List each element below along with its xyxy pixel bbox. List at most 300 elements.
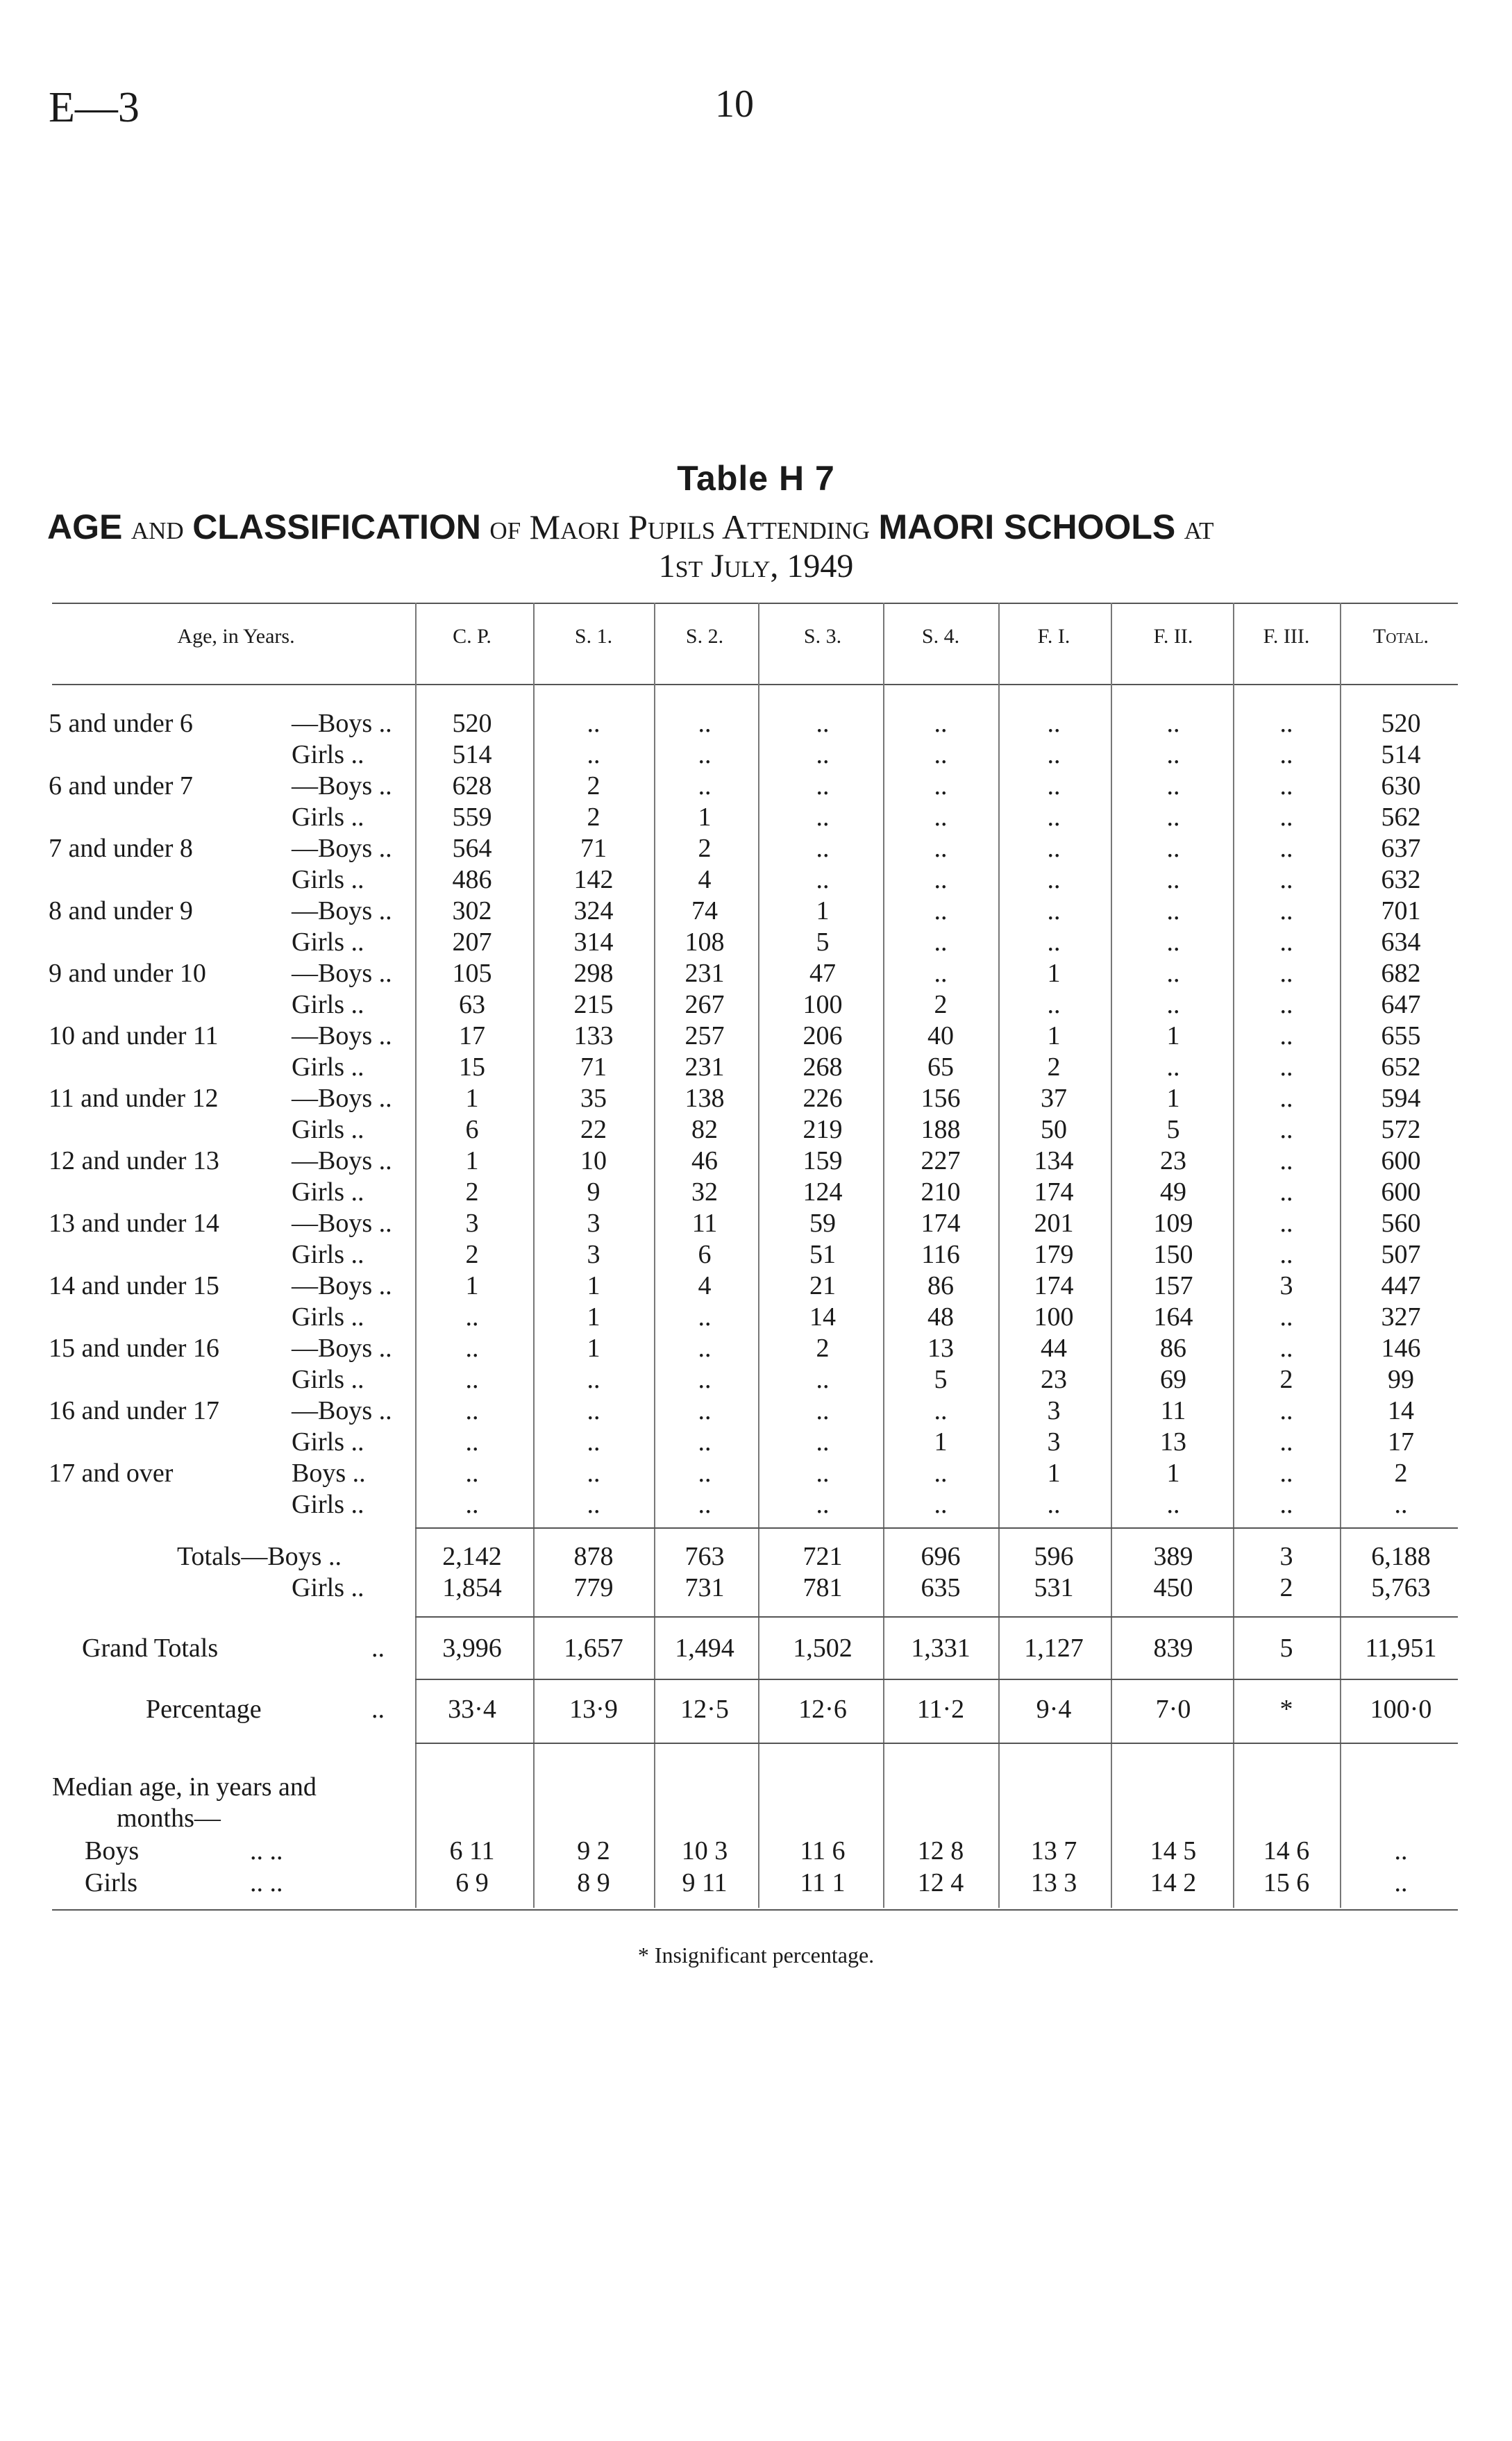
- table-cell: ..: [587, 709, 600, 738]
- totals-boys-cell: 763: [684, 1542, 725, 1571]
- sex-label: —Boys ..: [292, 959, 392, 988]
- table-cell: 109: [1153, 1209, 1193, 1238]
- median-boys-cell: 12 8: [917, 1836, 964, 1865]
- table-cell: 1: [587, 1334, 600, 1363]
- table-cell: 564: [452, 834, 492, 863]
- table-cell: 600: [1381, 1177, 1421, 1207]
- median-girls-cell: 11 1: [800, 1868, 846, 1897]
- grand-totals-cell: 11,951: [1365, 1634, 1437, 1663]
- table-cell: ..: [1166, 959, 1180, 988]
- totals-girls-label: Girls ..: [292, 1573, 364, 1602]
- table-cell: ..: [1279, 1115, 1293, 1144]
- table-cell: 231: [684, 1052, 725, 1082]
- header-bottom-rule: [52, 684, 1458, 685]
- table-cell: ..: [934, 803, 948, 832]
- totals-top-rule: [415, 1527, 1458, 1529]
- table-cell: 514: [452, 740, 492, 769]
- table-cell: 63: [459, 990, 485, 1019]
- table-cell: 1: [698, 803, 712, 832]
- table-cell: ..: [934, 1490, 948, 1519]
- table-cell: 150: [1153, 1240, 1193, 1269]
- table-cell: ..: [934, 928, 948, 957]
- median-boys-cell: 14 6: [1263, 1836, 1310, 1865]
- table-cell: 164: [1153, 1302, 1193, 1332]
- table-cell: ..: [816, 709, 830, 738]
- table-cell: 2: [465, 1177, 479, 1207]
- header-code: E—3: [49, 84, 140, 131]
- table-cell: 2: [1279, 1365, 1293, 1394]
- sex-label: Girls ..: [292, 1490, 364, 1519]
- totals-boys-cell: 878: [573, 1542, 614, 1571]
- table-cell: ..: [1279, 834, 1293, 863]
- table-cell: 1: [816, 896, 830, 925]
- table-cell: ..: [1166, 896, 1180, 925]
- median-label-line1: Median age, in years and: [52, 1772, 317, 1802]
- table-cell: ..: [1279, 1334, 1293, 1363]
- table-cell: 298: [573, 959, 614, 988]
- table-cell: 6: [465, 1115, 479, 1144]
- age-label: 13 and under 14: [49, 1209, 219, 1238]
- sex-label: Girls ..: [292, 1052, 364, 1082]
- median-girls-cell: 15 6: [1263, 1868, 1310, 1897]
- table-cell: ..: [1279, 1209, 1293, 1238]
- table-cell: 1: [1166, 1084, 1180, 1113]
- table-cell: 174: [921, 1209, 961, 1238]
- table-cell: ..: [698, 1365, 712, 1394]
- median-boys-cell: 9 2: [577, 1836, 610, 1865]
- table-cell: ..: [934, 1459, 948, 1488]
- table-cell: ..: [1166, 1052, 1180, 1082]
- table-cell: ..: [587, 1459, 600, 1488]
- table-cell: ..: [698, 1396, 712, 1425]
- percentage-cell: 13·9: [569, 1695, 618, 1724]
- table-cell: ..: [1279, 1052, 1293, 1082]
- table-cell: ..: [465, 1459, 479, 1488]
- median-girls-cell: 6 9: [455, 1868, 489, 1897]
- table-cell: 37: [1041, 1084, 1067, 1113]
- table-cell: 50: [1041, 1115, 1067, 1144]
- subtitle-maori-schools: MAORI SCHOOLS: [878, 508, 1176, 546]
- table-cell: 267: [684, 990, 725, 1019]
- grand-totals-top-rule: [415, 1616, 1458, 1618]
- table-cell: 51: [809, 1240, 836, 1269]
- table-bottom-rule: [52, 1909, 1458, 1911]
- subtitle-at: at: [1184, 508, 1214, 546]
- table-cell: 69: [1160, 1365, 1186, 1394]
- table-cell: 302: [452, 896, 492, 925]
- sex-label: Girls ..: [292, 803, 364, 832]
- table-cell: 46: [691, 1146, 718, 1175]
- sex-label: —Boys ..: [292, 771, 392, 800]
- sex-label: Girls ..: [292, 1115, 364, 1144]
- sex-label: Girls ..: [292, 1240, 364, 1269]
- totals-boys-cell: 3: [1279, 1542, 1293, 1571]
- table-cell: ..: [816, 771, 830, 800]
- table-cell: ..: [816, 1365, 830, 1394]
- age-label: 9 and under 10: [49, 959, 206, 988]
- table-cell: 600: [1381, 1146, 1421, 1175]
- table-cell: 108: [684, 928, 725, 957]
- table-cell: 156: [921, 1084, 961, 1113]
- median-label-line2: months—: [117, 1804, 221, 1833]
- sex-label: —Boys ..: [292, 1334, 392, 1363]
- median-girls-cell: 12 4: [917, 1868, 964, 1897]
- table-cell: ..: [1279, 1459, 1293, 1488]
- table-cell: 100: [1034, 1302, 1074, 1332]
- table-cell: ..: [1279, 1396, 1293, 1425]
- median-girls-cell: 14 2: [1150, 1868, 1197, 1897]
- table-cell: ..: [1166, 990, 1180, 1019]
- table-cell: 1: [1047, 1021, 1061, 1050]
- table-cell: 514: [1381, 740, 1421, 769]
- column-header: S. 3.: [803, 625, 842, 648]
- table-cell: ..: [1279, 896, 1293, 925]
- grand-totals-cell: 1,657: [564, 1634, 623, 1663]
- sex-label: —Boys ..: [292, 896, 392, 925]
- table-cell: ..: [1279, 1240, 1293, 1269]
- table-cell: ..: [1279, 990, 1293, 1019]
- grand-totals-label: Grand Totals: [82, 1634, 219, 1663]
- table-cell: ..: [698, 1334, 712, 1363]
- table-cell: 3: [587, 1240, 600, 1269]
- table-cell: 3: [1047, 1396, 1061, 1425]
- age-label: 11 and under 12: [49, 1084, 219, 1113]
- table-cell: 1: [587, 1302, 600, 1332]
- grand-totals-dots: ..: [371, 1634, 385, 1663]
- percentage-cell: 12·6: [798, 1695, 847, 1724]
- table-cell: ..: [1166, 771, 1180, 800]
- percentage-cell: 100·0: [1370, 1695, 1432, 1724]
- grand-totals-cell: 1,331: [911, 1634, 971, 1663]
- sex-label: —Boys ..: [292, 834, 392, 863]
- table-cell: ..: [1166, 803, 1180, 832]
- table-cell: ..: [934, 740, 948, 769]
- table-cell: ..: [465, 1365, 479, 1394]
- table-cell: ..: [1279, 740, 1293, 769]
- table-cell: ..: [1047, 740, 1061, 769]
- median-girls-cell: 8 9: [577, 1868, 610, 1897]
- table-subtitle-date: 1st July, 1949: [658, 548, 854, 585]
- table-cell: ..: [934, 865, 948, 894]
- table-cell: ..: [1394, 1490, 1408, 1519]
- table-cell: 486: [452, 865, 492, 894]
- column-header: S. 1.: [574, 625, 613, 648]
- table-cell: 23: [1041, 1365, 1067, 1394]
- table-cell: 3: [465, 1209, 479, 1238]
- table-cell: ..: [816, 1459, 830, 1488]
- table-cell: 4: [698, 1271, 712, 1300]
- table-cell: 572: [1381, 1115, 1421, 1144]
- table-cell: 13: [1160, 1427, 1186, 1457]
- median-girls-cell: ..: [1394, 1868, 1408, 1897]
- table-cell: 48: [927, 1302, 954, 1332]
- table-cell: 44: [1041, 1334, 1067, 1363]
- table-cell: ..: [1279, 771, 1293, 800]
- table-cell: 324: [573, 896, 614, 925]
- table-cell: 632: [1381, 865, 1421, 894]
- table-cell: 86: [1160, 1334, 1186, 1363]
- table-cell: ..: [816, 834, 830, 863]
- totals-girls-cell: 635: [921, 1573, 961, 1602]
- table-cell: 5: [816, 928, 830, 957]
- table-cell: ..: [816, 1427, 830, 1457]
- table-cell: 630: [1381, 771, 1421, 800]
- totals-boys-cell: 6,188: [1371, 1542, 1431, 1571]
- totals-boys-cell: 389: [1153, 1542, 1193, 1571]
- table-cell: 327: [1381, 1302, 1421, 1332]
- totals-girls-cell: 1,854: [442, 1573, 502, 1602]
- table-cell: ..: [1166, 1490, 1180, 1519]
- table-cell: 99: [1388, 1365, 1414, 1394]
- totals-girls-cell: 779: [573, 1573, 614, 1602]
- median-boys-cell: 11 6: [800, 1836, 846, 1865]
- column-header: Total.: [1372, 625, 1429, 648]
- age-label: 17 and over: [49, 1459, 174, 1488]
- table-cell: ..: [934, 1396, 948, 1425]
- totals-boys-cell: 596: [1034, 1542, 1074, 1571]
- sex-label: Girls ..: [292, 1427, 364, 1457]
- subtitle-age: AGE: [47, 508, 123, 546]
- table-cell: 105: [452, 959, 492, 988]
- table-subtitle: [47, 507, 1214, 547]
- table-cell: 637: [1381, 834, 1421, 863]
- age-label: 6 and under 7: [49, 771, 193, 800]
- table-cell: ..: [1047, 865, 1061, 894]
- age-label: 8 and under 9: [49, 896, 193, 925]
- age-label: 16 and under 17: [49, 1396, 219, 1425]
- age-label: 14 and under 15: [49, 1271, 219, 1300]
- table-cell: 74: [691, 896, 718, 925]
- totals-girls-cell: 5,763: [1371, 1573, 1431, 1602]
- sex-label: Girls ..: [292, 1177, 364, 1207]
- median-boys-dots: .. ..: [250, 1836, 283, 1865]
- column-header: F. I.: [1037, 625, 1070, 648]
- column-header: F. III.: [1263, 625, 1310, 648]
- table-cell: 138: [684, 1084, 725, 1113]
- table-cell: ..: [587, 1427, 600, 1457]
- column-header: C. P.: [453, 625, 492, 648]
- table-cell: 1: [465, 1084, 479, 1113]
- sex-label: —Boys ..: [292, 1271, 392, 1300]
- sex-label: Girls ..: [292, 1302, 364, 1332]
- table-cell: 71: [580, 834, 607, 863]
- table-cell: 59: [809, 1209, 836, 1238]
- table-cell: 17: [459, 1021, 485, 1050]
- table-cell: 157: [1153, 1271, 1193, 1300]
- percentage-cell: 33·4: [448, 1695, 496, 1724]
- table-cell: 5: [934, 1365, 948, 1394]
- table-cell: ..: [934, 771, 948, 800]
- table-cell: 682: [1381, 959, 1421, 988]
- header-top-rule: [52, 603, 1458, 604]
- table-cell: 2: [587, 771, 600, 800]
- table-cell: ..: [1279, 803, 1293, 832]
- table-cell: 179: [1034, 1240, 1074, 1269]
- table-cell: ..: [1047, 1490, 1061, 1519]
- table-cell: ..: [698, 1427, 712, 1457]
- table-cell: ..: [1279, 1427, 1293, 1457]
- percentage-cell: 7·0: [1155, 1695, 1191, 1724]
- totals-girls-cell: 731: [684, 1573, 725, 1602]
- sex-label: Girls ..: [292, 865, 364, 894]
- sex-label: Boys ..: [292, 1459, 366, 1488]
- totals-boys-label: Totals—Boys ..: [177, 1542, 342, 1571]
- table-cell: ..: [698, 1490, 712, 1519]
- table-cell: ..: [1279, 709, 1293, 738]
- table-cell: ..: [934, 709, 948, 738]
- table-cell: 47: [809, 959, 836, 988]
- table-cell: ..: [1279, 1490, 1293, 1519]
- age-label: 10 and under 11: [49, 1021, 219, 1050]
- table-cell: 3: [1279, 1271, 1293, 1300]
- sex-label: —Boys ..: [292, 709, 392, 738]
- table-cell: ..: [587, 1490, 600, 1519]
- table-cell: 560: [1381, 1209, 1421, 1238]
- table-cell: ..: [1166, 928, 1180, 957]
- table-cell: 594: [1381, 1084, 1421, 1113]
- table-cell: 71: [580, 1052, 607, 1082]
- table-cell: ..: [465, 1427, 479, 1457]
- table-cell: 1: [934, 1427, 948, 1457]
- totals-girls-cell: 2: [1279, 1573, 1293, 1602]
- median-boys-cell: 13 7: [1030, 1836, 1077, 1865]
- sex-label: —Boys ..: [292, 1396, 392, 1425]
- table-cell: 520: [452, 709, 492, 738]
- table-cell: ..: [1166, 709, 1180, 738]
- percentage-cell: *: [1279, 1695, 1293, 1724]
- age-label: 15 and under 16: [49, 1334, 219, 1363]
- table-cell: 231: [684, 959, 725, 988]
- grand-totals-cell: 1,502: [793, 1634, 852, 1663]
- table-cell: 268: [803, 1052, 843, 1082]
- table-cell: ..: [1047, 990, 1061, 1019]
- table-cell: ..: [934, 896, 948, 925]
- table-cell: ..: [465, 1396, 479, 1425]
- table-cell: 2: [934, 990, 948, 1019]
- table-cell: 2: [816, 1334, 830, 1363]
- totals-boys-cell: 2,142: [442, 1542, 502, 1571]
- subtitle-and: and: [131, 508, 184, 546]
- age-label: 12 and under 13: [49, 1146, 219, 1175]
- table-cell: 520: [1381, 709, 1421, 738]
- sex-label: —Boys ..: [292, 1209, 392, 1238]
- table-cell: 146: [1381, 1334, 1421, 1363]
- table-cell: 2: [1394, 1459, 1408, 1488]
- median-girls-cell: 13 3: [1030, 1868, 1077, 1897]
- table-title: Table H 7: [677, 459, 835, 498]
- footnote: * Insignificant percentage.: [637, 1943, 875, 1968]
- table-cell: 447: [1381, 1271, 1421, 1300]
- table-cell: 15: [459, 1052, 485, 1082]
- table-cell: 201: [1034, 1209, 1074, 1238]
- table-cell: 124: [803, 1177, 843, 1207]
- table-cell: 507: [1381, 1240, 1421, 1269]
- table-cell: 559: [452, 803, 492, 832]
- table-cell: 22: [580, 1115, 607, 1144]
- table-cell: 1: [587, 1271, 600, 1300]
- table-cell: ..: [587, 1396, 600, 1425]
- table-cell: 23: [1160, 1146, 1186, 1175]
- table-cell: 655: [1381, 1021, 1421, 1050]
- sex-label: Girls ..: [292, 1365, 364, 1394]
- subtitle-of-maori-pupils: of Maori Pupils Attending: [489, 508, 870, 546]
- sex-label: Girls ..: [292, 740, 364, 769]
- table-cell: ..: [1047, 896, 1061, 925]
- table-cell: 142: [573, 865, 614, 894]
- table-cell: 40: [927, 1021, 954, 1050]
- grand-totals-cell: 3,996: [442, 1634, 502, 1663]
- table-cell: ..: [1047, 709, 1061, 738]
- grand-totals-bottom-rule: [415, 1679, 1458, 1680]
- table-cell: ..: [1166, 865, 1180, 894]
- table-cell: ..: [816, 1396, 830, 1425]
- table-cell: 100: [803, 990, 843, 1019]
- table-cell: 206: [803, 1021, 843, 1050]
- table-cell: 2: [465, 1240, 479, 1269]
- table-cell: 13: [927, 1334, 954, 1363]
- table-cell: 35: [580, 1084, 607, 1113]
- table-cell: 174: [1034, 1177, 1074, 1207]
- table-cell: 1: [1166, 1021, 1180, 1050]
- table-cell: ..: [1279, 1177, 1293, 1207]
- table-cell: 628: [452, 771, 492, 800]
- table-cell: 3: [587, 1209, 600, 1238]
- table-cell: 21: [809, 1271, 836, 1300]
- totals-girls-cell: 531: [1034, 1573, 1074, 1602]
- sex-label: —Boys ..: [292, 1146, 392, 1175]
- table-cell: ..: [1166, 834, 1180, 863]
- table-cell: 1: [1047, 959, 1061, 988]
- table-cell: ..: [816, 1490, 830, 1519]
- table-cell: ..: [816, 865, 830, 894]
- table-cell: ..: [698, 771, 712, 800]
- median-girls-label: Girls: [85, 1868, 137, 1897]
- age-label: 7 and under 8: [49, 834, 193, 863]
- table-cell: ..: [816, 803, 830, 832]
- grand-totals-cell: 5: [1279, 1634, 1293, 1663]
- age-label: 5 and under 6: [49, 709, 193, 738]
- totals-boys-cell: 721: [803, 1542, 843, 1571]
- table-cell: ..: [1279, 1302, 1293, 1332]
- percentage-bottom-rule: [415, 1743, 1458, 1744]
- sex-label: —Boys ..: [292, 1084, 392, 1113]
- table-cell: ..: [1279, 1084, 1293, 1113]
- table-cell: ..: [816, 740, 830, 769]
- table-cell: ..: [465, 1334, 479, 1363]
- table-cell: ..: [1047, 771, 1061, 800]
- table-cell: 9: [587, 1177, 600, 1207]
- totals-girls-cell: 781: [803, 1573, 843, 1602]
- median-girls-cell: 9 11: [682, 1868, 728, 1897]
- table-cell: ..: [587, 1365, 600, 1394]
- table-cell: 3: [1047, 1427, 1061, 1457]
- table-cell: 219: [803, 1115, 843, 1144]
- table-cell: 82: [691, 1115, 718, 1144]
- grand-totals-cell: 1,127: [1024, 1634, 1084, 1663]
- table-cell: ..: [698, 1459, 712, 1488]
- table-cell: 634: [1381, 928, 1421, 957]
- table-cell: 5: [1166, 1115, 1180, 1144]
- table-cell: 32: [691, 1177, 718, 1207]
- table-cell: 49: [1160, 1177, 1186, 1207]
- percentage-dots: ..: [371, 1695, 385, 1724]
- subtitle-classification: CLASSIFICATION: [192, 508, 481, 546]
- table-cell: ..: [698, 1302, 712, 1332]
- table-cell: 159: [803, 1146, 843, 1175]
- table-cell: 2: [1047, 1052, 1061, 1082]
- table-cell: 210: [921, 1177, 961, 1207]
- column-header: F. II.: [1153, 625, 1193, 648]
